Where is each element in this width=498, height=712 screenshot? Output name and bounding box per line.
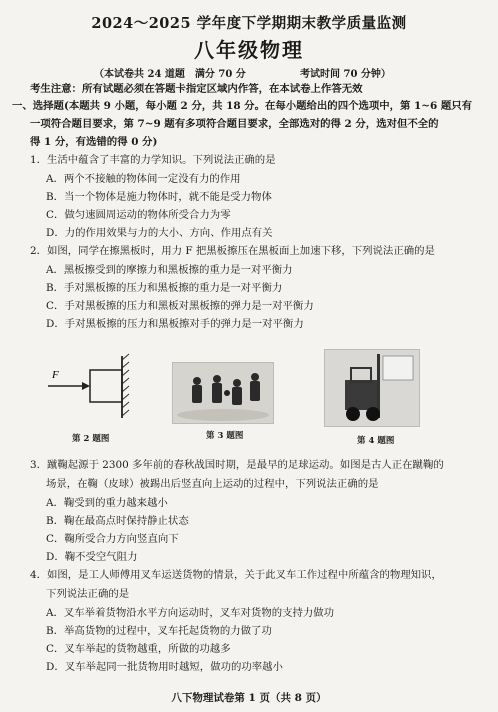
notice: 考生注意：所有试题必须在答题卡指定区域内作答，在本试卷上作答无效: [30, 83, 363, 95]
section1-line2: 一项符合题目要求，第 7~9 题有多项符合题目要求，全部选对的得 2 分，选对但不全的: [30, 118, 439, 130]
figure-3-caption: 第 3 题图: [206, 431, 244, 441]
q3-option-d: D．鞠不受空气阻力: [46, 551, 138, 563]
q2-option-d: D．手对黑板擦的压力和黑板擦对手的弹力是一对平衡力: [46, 318, 304, 330]
ball-icon: [224, 390, 230, 396]
cargo-box: [383, 356, 413, 380]
q1-stem: 1．生活中蕴含了丰富的力学知识。下列说法正确的是: [30, 154, 276, 166]
section1-line1: 一、选择题(本题共 9 小题，每小题 2 分，共 18 分。在每小题给出的四个选项中，第 1~6 题只有: [12, 100, 472, 112]
figure-3-cuju-image: [172, 362, 274, 424]
q1-option-c: C．做匀速圆周运动的物体所受合力为零: [46, 209, 231, 221]
wall-hatching: [122, 354, 129, 416]
figure-4-forklift-image: [324, 349, 420, 427]
q2-stem: 2．如图，同学在擦黑板时，用力 F 把黑板擦压在黑板面上加速下移，下列说法正确的是: [30, 245, 435, 257]
figure-4-caption: 第 4 题图: [357, 436, 395, 446]
figure-2-caption: 第 2 题图: [72, 434, 110, 444]
force-arrowhead: [82, 382, 90, 390]
q4-stem-line1: 4．如图，是工人师傅用叉车运送货物的情景，关于此叉车工作过程中所蕴含的物理知识，: [30, 569, 442, 581]
q4-option-a: A．叉车举着货物沿水平方向运动时，叉车对货物的支持力做功: [46, 607, 335, 619]
q3-option-a: A．鞠受到的重力越来越小: [46, 497, 168, 509]
q3-option-b: B．鞠在最高点时保持静止状态: [46, 515, 189, 527]
q1-option-a: A．两个不接触的物体间一定没有力的作用: [46, 173, 241, 185]
q2-option-b: B．手对黑板擦的压力和黑板擦的重力是一对平衡力: [46, 282, 283, 294]
figure-2-diagram: [44, 350, 134, 420]
q3-stem-line2: 场景，在鞠（皮球）被踢出后竖直向上运动的过程中，下列说法正确的是: [46, 478, 379, 490]
force-label: F: [52, 369, 59, 381]
forklift-body: [345, 380, 377, 410]
exam-title: 2024～2025 学年度下学期期末教学质量监测: [91, 15, 407, 32]
eraser-block: [90, 370, 122, 402]
section1-line3: 得 1 分，有选错的得 0 分): [30, 136, 158, 148]
page-footer: 八下物理试卷第 1 页（共 8 页）: [171, 692, 327, 704]
q3-stem-line1: 3．蹴鞠起源于 2300 多年前的春秋战国时期，是最早的足球运动。如图是古人正在蹴鞠的: [30, 459, 444, 471]
exam-info-left: （本试卷共 24 道题 满分 70 分: [94, 69, 246, 80]
q1-option-b: B．当一个物体是施力物体时，就不能是受力物体: [46, 191, 272, 203]
q4-stem-line2: 下列说法正确的是: [46, 588, 130, 600]
forklift-mast: [377, 354, 380, 418]
q4-option-b: B．举高货物的过程中，叉车托起货物的力做了功: [46, 625, 272, 637]
q1-option-d: D．力的作用效果与力的大小、方向、作用点有关: [46, 227, 273, 239]
q4-option-c: C．叉车举起的货物越重，所做的功越多: [46, 643, 231, 655]
q3-option-c: C．鞠所受合力方向竖直向下: [46, 533, 179, 545]
exam-info-right: 考试时间 70 分钟）: [300, 69, 391, 80]
q4-option-d: D．叉车举起同一批货物用时越短，做功的功率越小: [46, 661, 283, 673]
q2-option-c: C．手对黑板擦的压力和黑板对黑板擦的弹力是一对平衡力: [46, 300, 314, 312]
q2-option-a: A．黑板擦受到的摩擦力和黑板擦的重力是一对平衡力: [46, 264, 293, 276]
subject-title: 八年级物理: [194, 38, 304, 62]
